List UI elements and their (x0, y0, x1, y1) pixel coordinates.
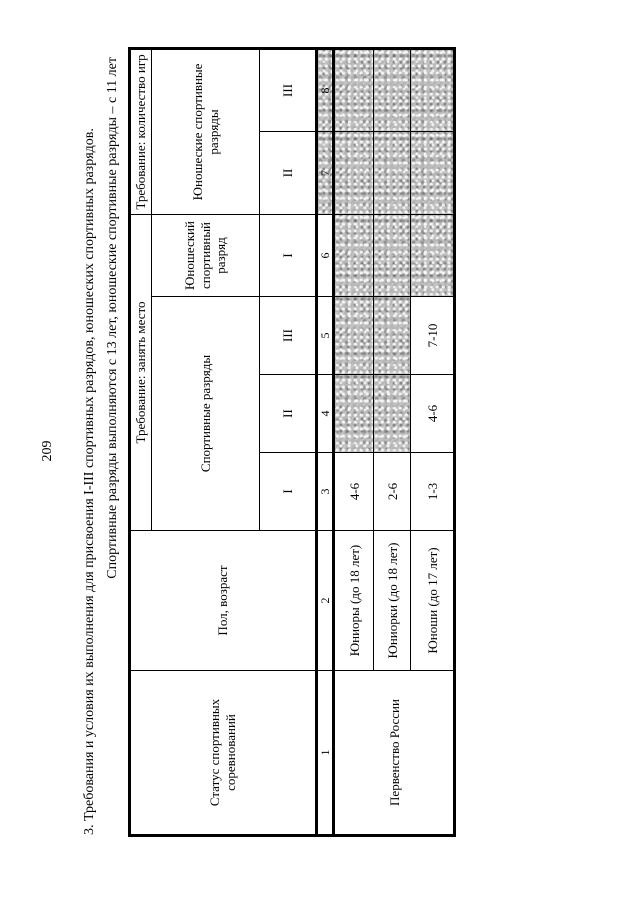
header-sport-ranks: Спортивные разряды (152, 297, 260, 531)
header-gender-age: Пол, возраст (130, 531, 317, 671)
column-number: 1 (317, 671, 334, 836)
shaded-cell (334, 48, 374, 131)
value-cell: 1-3 (411, 453, 455, 531)
rank-label: III (260, 48, 317, 131)
rank-label: III (260, 297, 317, 375)
value-cell: 2-6 (374, 453, 411, 531)
shaded-cell (334, 375, 374, 453)
rank-label: II (260, 375, 317, 453)
shaded-cell (374, 214, 411, 296)
page-number: 209 (40, 440, 55, 462)
column-number: 4 (317, 375, 334, 453)
shaded-cell (374, 375, 411, 453)
header-youth-ranks: Юношеские спортивные разряды (152, 48, 260, 214)
value-cell: 4-6 (411, 375, 455, 453)
age-note: Спортивные разряды выполняются с 13 лет, юношеские спортивные разряды – с 11 лет (105, 57, 120, 579)
column-number: 7 (317, 131, 334, 214)
rank-label: II (260, 131, 317, 214)
value-cell: 7-10 (411, 297, 455, 375)
shaded-cell (374, 297, 411, 375)
header-youth-rank: Юношеский спортивный разряд (152, 214, 260, 296)
column-number: 3 (317, 453, 334, 531)
table-row (334, 48, 374, 835)
group-label: Юниорки (до 18 лет) (374, 531, 411, 671)
section-heading: 3. Требования и условия их выполнения для присвоения I-III спортивных разрядов, юношеских спортивных разрядов. (82, 128, 97, 835)
group-label: Юноши (до 17 лет) (411, 531, 455, 671)
column-number: 6 (317, 214, 334, 296)
group-label: Юниоры (до 18 лет) (334, 531, 374, 671)
shaded-cell (374, 48, 411, 131)
rank-label: I (260, 453, 317, 531)
header-req-games: Требование: количество игр (130, 48, 152, 214)
shaded-cell (411, 131, 455, 214)
competition-name: Первенство России (334, 671, 455, 836)
header-req-place: Требование: занять место (130, 214, 152, 530)
shaded-cell (334, 297, 374, 375)
shaded-cell (411, 48, 455, 131)
column-number: 5 (317, 297, 334, 375)
shaded-cell (334, 214, 374, 296)
value-cell: 4-6 (334, 453, 374, 531)
header-status: Статус спортивных соревнований (130, 671, 317, 836)
shaded-cell (334, 131, 374, 214)
column-number: 8 (317, 48, 334, 131)
requirements-table (128, 47, 456, 837)
shaded-cell (411, 214, 455, 296)
rank-label: I (260, 214, 317, 296)
column-number: 2 (317, 531, 334, 671)
shaded-cell (374, 131, 411, 214)
